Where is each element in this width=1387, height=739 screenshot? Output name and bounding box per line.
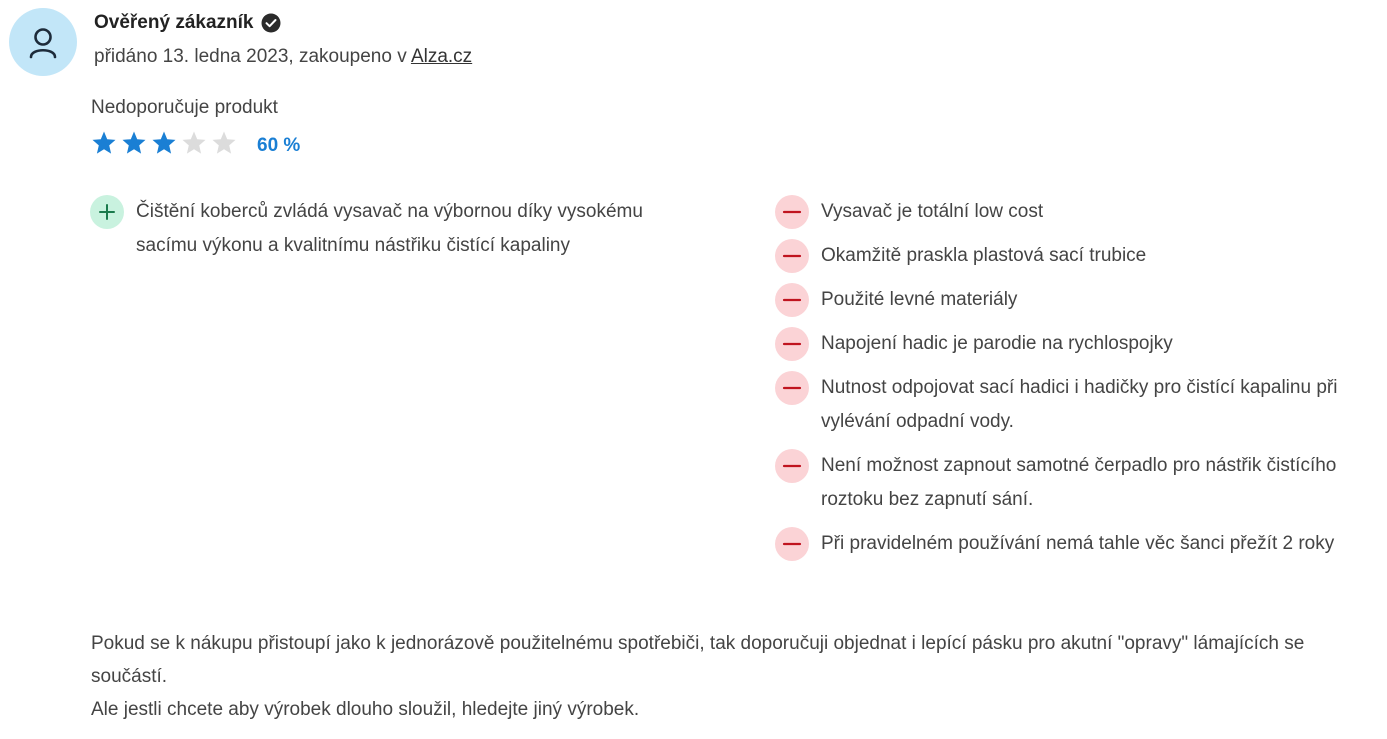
minus-icon (775, 371, 809, 405)
author-name: Ověřený zákazník (94, 12, 254, 33)
con-text: Napojení hadic je parodie na rychlospojky (821, 333, 1173, 354)
star-icon (181, 130, 211, 161)
pro-text: Čištění koberců zvládá vysavač na výbornou díky vysokému sacímu výkonu a kvalitnímu nástřiku čistící kapaliny (136, 201, 643, 256)
star-icon (151, 130, 181, 161)
minus-icon (775, 239, 809, 273)
minus-icon (775, 195, 809, 229)
verified-check-icon (261, 13, 281, 33)
pro-item (90, 195, 650, 263)
con-item (775, 327, 1360, 361)
minus-icon (775, 449, 809, 483)
con-text: Není možnost zapnout samotné čerpadlo pro nástřik čistícího roztoku bez zapnutí sání. (821, 455, 1337, 510)
star-rating (91, 130, 300, 161)
user-icon (28, 25, 58, 59)
recommendation-text: Nedoporučuje produkt (91, 97, 278, 118)
con-item (775, 195, 1360, 229)
con-item (775, 449, 1360, 517)
minus-icon (775, 327, 809, 361)
plus-icon (90, 195, 124, 229)
con-text: Okamžitě praskla plastová sací trubice (821, 245, 1147, 266)
review-comment (91, 627, 1351, 726)
star-icon (91, 130, 121, 161)
minus-icon (775, 283, 809, 317)
minus-icon (775, 527, 809, 561)
comment-line: Pokud se k nákupu přistoupí jako k jednorázově použitelnému spotřebiči, tak doporučuji objednat i lepící pásku pro akutní "opravy" lámajících se součástí. (91, 633, 1305, 687)
star-icon (121, 130, 151, 161)
con-text: Použité levné materiály (821, 289, 1018, 310)
con-item (775, 527, 1360, 561)
con-text: Vysavač je totální low cost (821, 201, 1044, 222)
avatar (9, 8, 77, 76)
star-icon (211, 130, 241, 161)
con-item (775, 371, 1360, 439)
review-meta (94, 46, 472, 68)
con-item (775, 239, 1360, 273)
cons-list (775, 195, 1360, 571)
author-row (94, 12, 281, 34)
comment-line: Ale jestli chcete aby výrobek dlouho sloužil, hledejte jiný výrobek. (91, 699, 640, 720)
shop-link[interactable]: Alza.cz (410, 46, 473, 67)
con-text: Při pravidelném používání nemá tahle věc šanci přežít 2 roky (821, 533, 1335, 554)
con-item (775, 283, 1360, 317)
rating-percent: 60 % (257, 134, 301, 156)
pros-list (90, 195, 650, 273)
stars-container (91, 130, 241, 161)
con-text: Nutnost odpojovat sací hadici i hadičky pro čistící kapalinu při vylévání odpadní vody. (821, 377, 1338, 432)
added-date-text: přidáno 13. ledna 2023, zakoupeno v (94, 46, 407, 67)
